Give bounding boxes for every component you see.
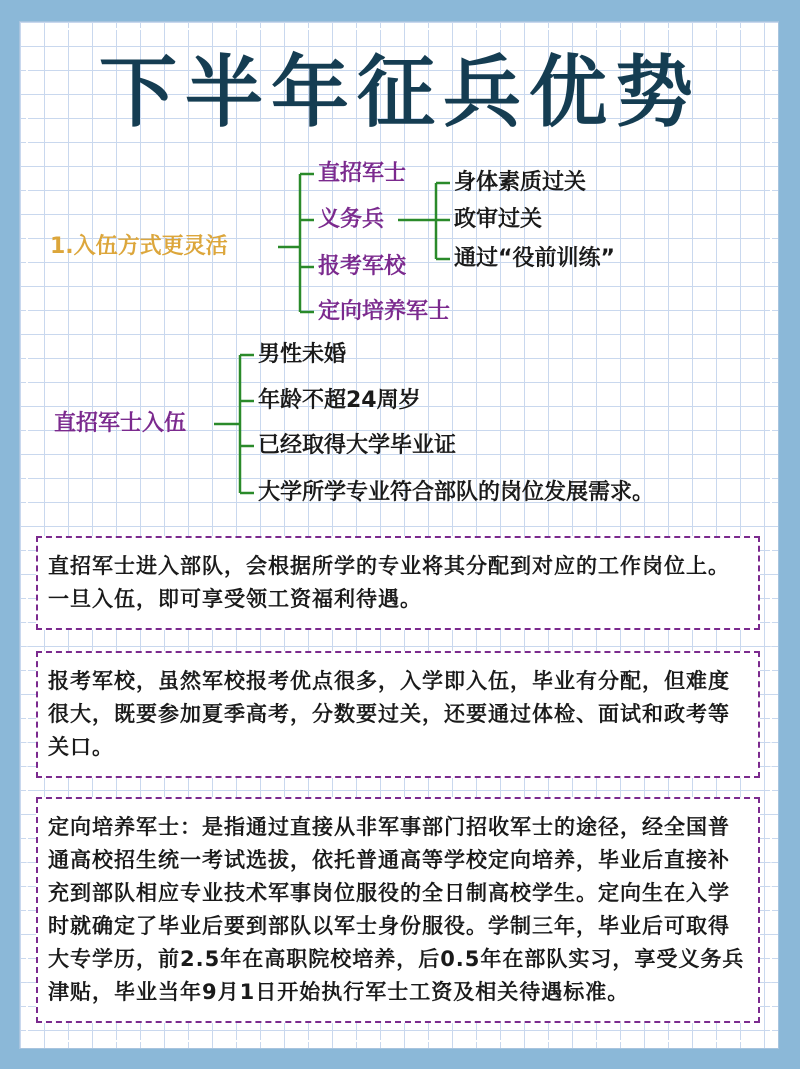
branch-direct-recruit: 直招军士 bbox=[318, 161, 407, 186]
note-box-directed-training bbox=[36, 797, 760, 1023]
note-box-direct-recruit bbox=[36, 536, 760, 630]
sub-branch-political: 政审过关 bbox=[454, 207, 543, 232]
page-title: 下半年征兵优势 bbox=[98, 48, 701, 138]
section1-label: 1.入伍方式更灵活 bbox=[50, 234, 228, 259]
branch-military-academy: 报考军校 bbox=[318, 254, 407, 279]
note-text: 直招军士进入部队，会根据所学的专业将其分配到对应的工作岗位上。一旦入伍，即可享受领工资福利待遇。 bbox=[48, 554, 730, 611]
sub-branch-physical: 身体素质过关 bbox=[454, 170, 587, 195]
sub-branch-pretraining: 通过“役前训练” bbox=[454, 246, 615, 271]
note-text: 报考军校，虽然军校报考优点很多，入学即入伍，毕业有分配，但难度很大，既要参加夏季高考，分数要过关，还要通过体检、面试和政考等关口。 bbox=[48, 669, 730, 759]
condition-unmarried: 男性未婚 bbox=[258, 342, 347, 367]
branch-directed-training: 定向培养军士 bbox=[318, 299, 451, 324]
section2-label: 直招军士入伍 bbox=[54, 411, 187, 436]
note-text: 定向培养军士：是指通过直接从非军事部门招收军士的途径，经全国普通高校招生统一考试选拔，依托普通高等学校定向培养，毕业后直接补充到部队相应专业技术军事岗位服役的全日制高校学生。定向生在入学时就确定了毕业后要到部队以军士身份服役。学制三年，毕业后可取得大专学历，前2.5年在高职院校培养，后0.5年在部队实习，享受义务兵津贴，毕业当年9月1日开始执行军士工资及相关待遇标准。 bbox=[48, 815, 745, 1004]
condition-diploma: 已经取得大学毕业证 bbox=[258, 433, 457, 458]
branch-compulsory-soldier: 义务兵 bbox=[318, 207, 385, 232]
condition-age: 年龄不超24周岁 bbox=[258, 388, 421, 413]
note-box-military-academy bbox=[36, 651, 760, 778]
condition-major: 大学所学专业符合部队的岗位发展需求。 bbox=[258, 480, 655, 505]
